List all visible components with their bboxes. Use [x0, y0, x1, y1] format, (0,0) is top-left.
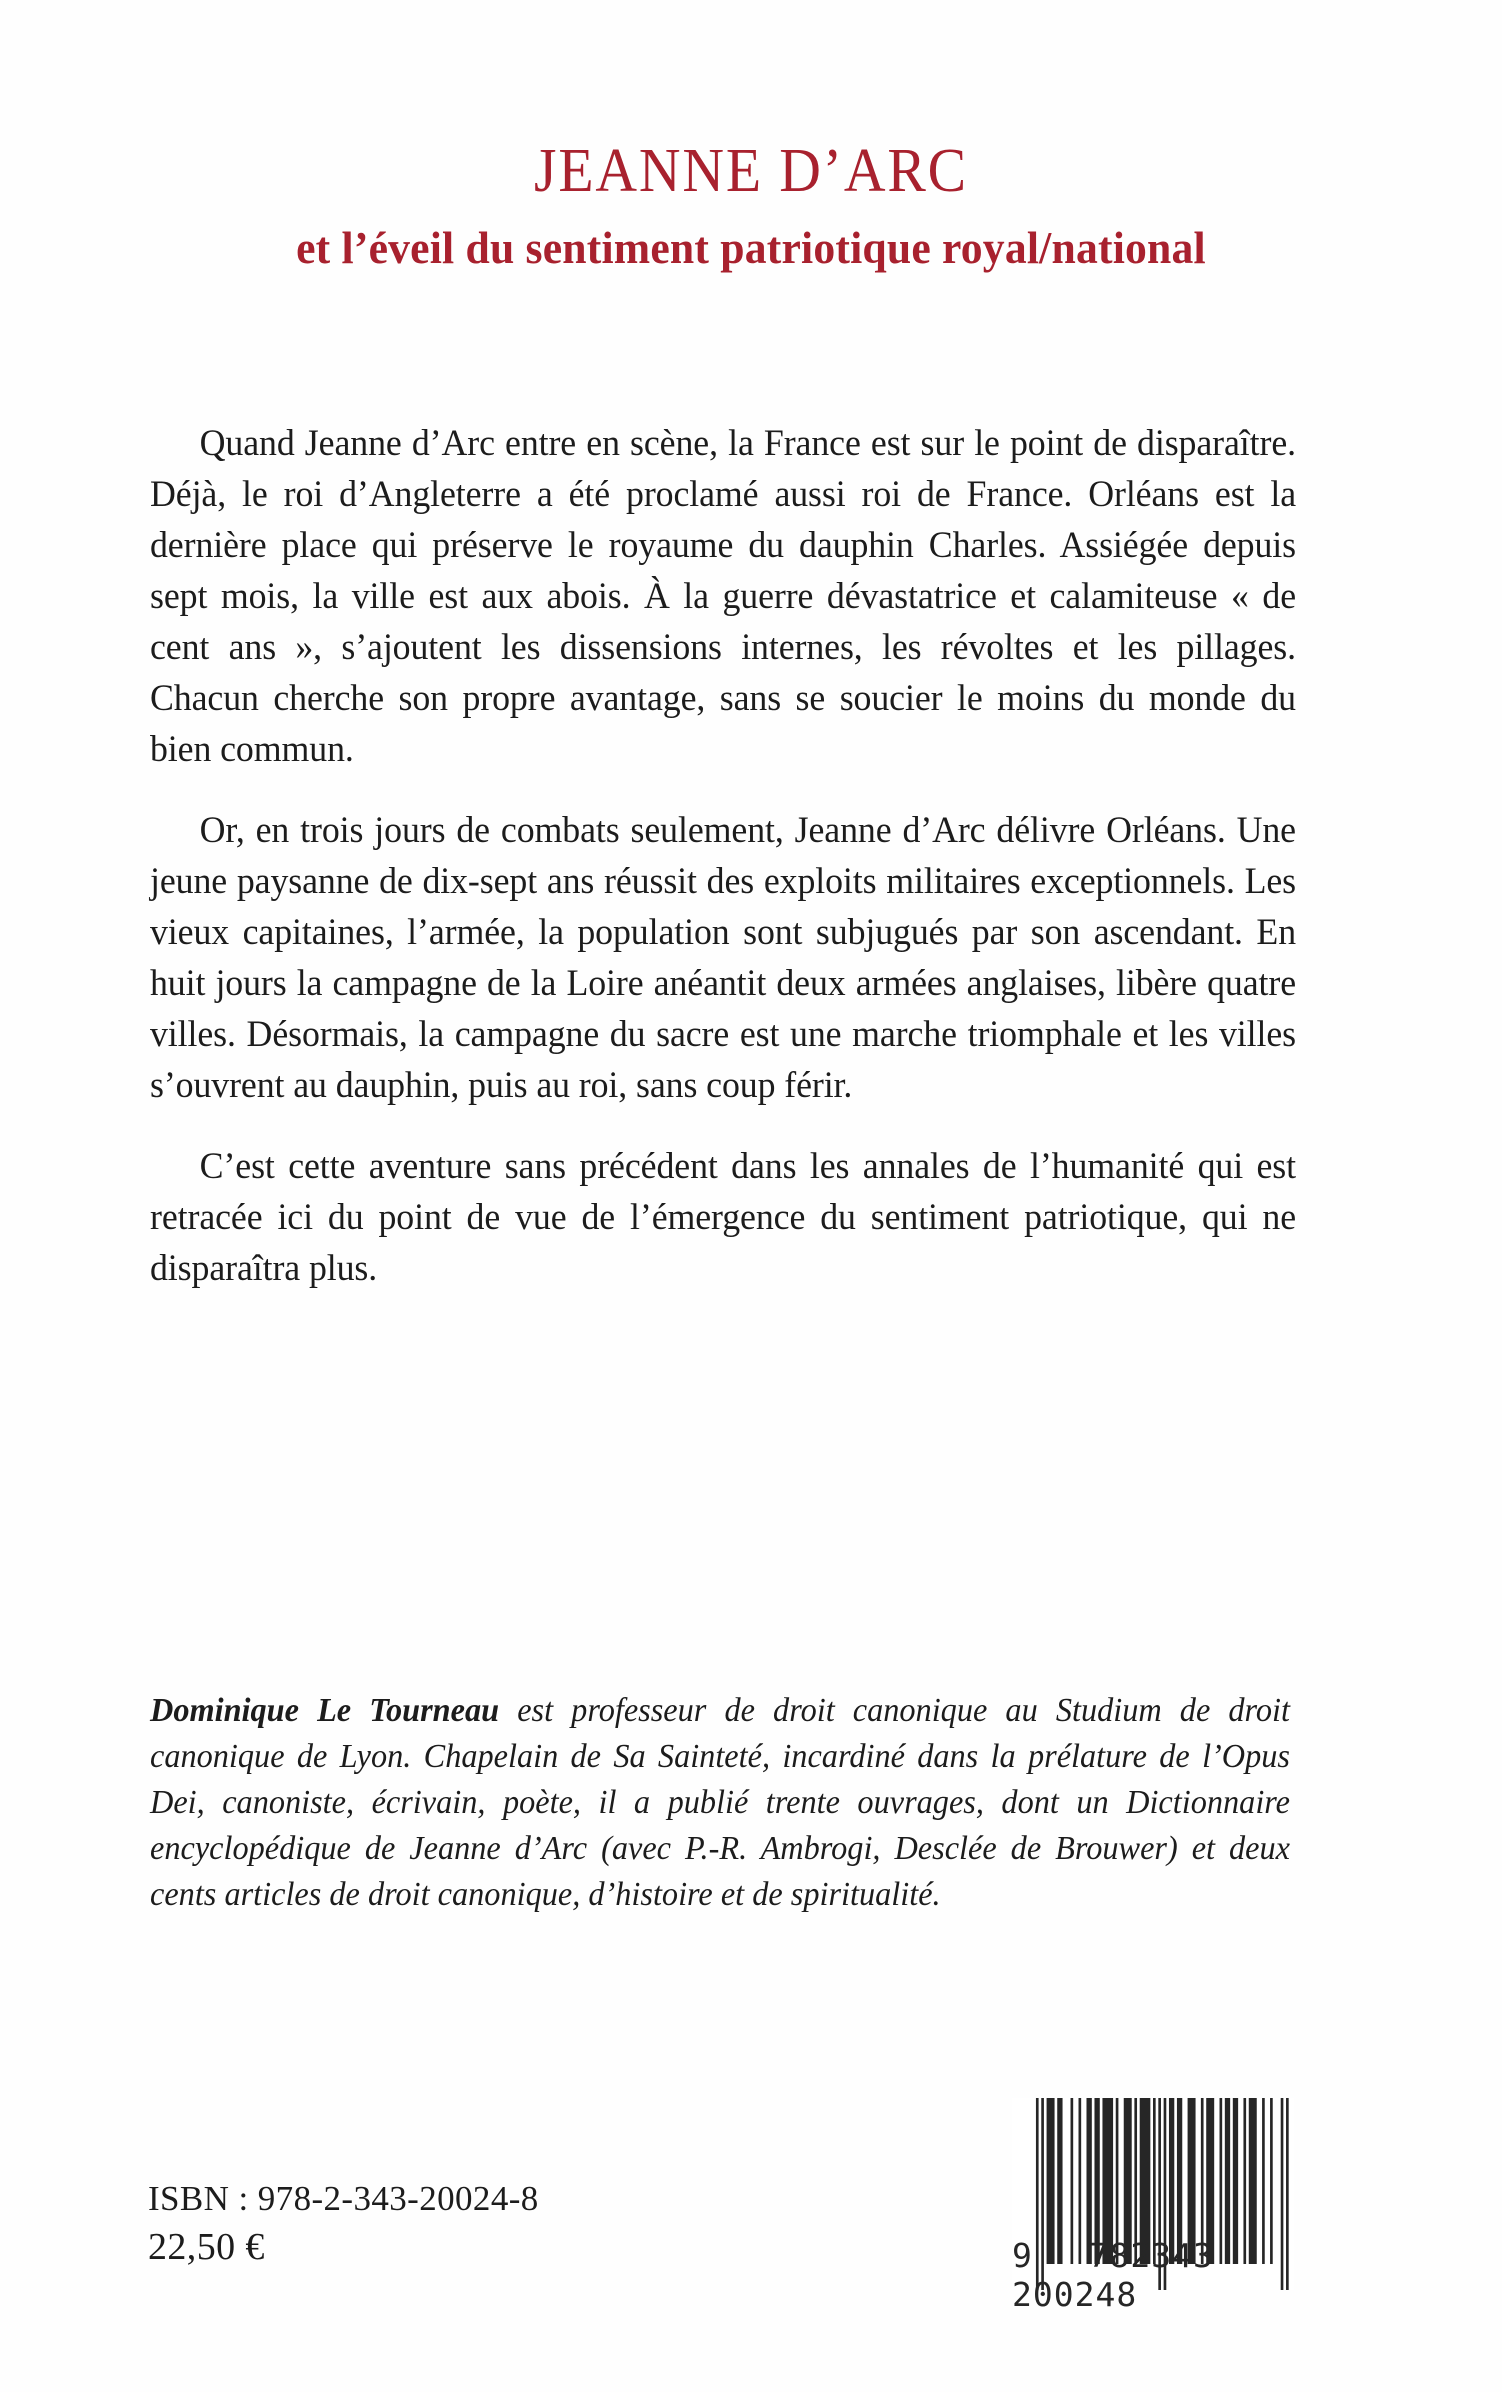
- price-text: 22,50 €: [148, 2226, 265, 2268]
- isbn-text: ISBN : 978-2-343-20024-8: [148, 2179, 539, 2218]
- barcode-digit-group-left: 782343: [1088, 2236, 1214, 2275]
- author-bio: [150, 1688, 1290, 1918]
- barcode-digits: [1012, 2236, 1294, 2314]
- author-name: Dominique Le Tourneau: [150, 1692, 500, 1729]
- blurb-paragraph: C’est cette aventure sans précédent dans les annales de l’humanité qui est retracée ici du point de vue de l’émergence du sentiment patriotique, qui ne disparaîtra plus.: [150, 1146, 1296, 1289]
- isbn-price-block: [148, 2176, 539, 2272]
- barcode-digit-group-right: 200248: [1012, 2275, 1138, 2314]
- blurb-text: [150, 418, 1350, 1294]
- blurb-paragraph: Quand Jeanne d’Arc entre en scène, la France est sur le point de disparaître. Déjà, le roi d’Angleterre a été proclamé aussi roi de France. Orléans est la dernière place qui préserve le royaume du dauphin Charles. Assiégée depuis sept mois, la ville est aux abois. À la guerre dévastatrice et calamiteuse « de cent ans », s’ajoutent les dissensions internes, les révoltes et les pillages. Chacun cherche son propre avantage, sans se soucier le moins du monde du bien commun.: [150, 423, 1296, 770]
- blurb-paragraph: Or, en trois jours de combats seulement, Jeanne d’Arc délivre Orléans. Une jeune paysanne de dix-sept ans réussit des exploits militaires exceptionnels. Les vieux capitaines, l’armée, la population sont subjugués par son ascendant. En huit jours la campagne de la Loire anéantit deux armées anglaises, libère quatre villes. Désormais, la campagne du sacre est une marche triomphale et les villes s’ouvrent au dauphin, puis au roi, sans coup férir.: [150, 810, 1296, 1106]
- book-subtitle: et l’éveil du sentiment patriotique royal/national: [296, 223, 1206, 274]
- book-title: JEANNE D’ARC: [534, 137, 968, 205]
- title-block: [0, 137, 1502, 274]
- author-bio-text: est professeur de droit canonique au Studium de droit canonique de Lyon. Chapelain de Sa Sainteté, incardiné dans la prélature de l’Opus Dei, canoniste, écrivain, poète, il a publié trente ouvrages, dont un Dictionnaire encyclopédique de Jeanne d’Arc (avec P.-R. Ambrogi, Desclée de Brouwer) et deux cents articles de droit canonique, d’histoire et de spiritualité.: [150, 1692, 1290, 1913]
- barcode-digit-leading: 9: [1012, 2236, 1033, 2275]
